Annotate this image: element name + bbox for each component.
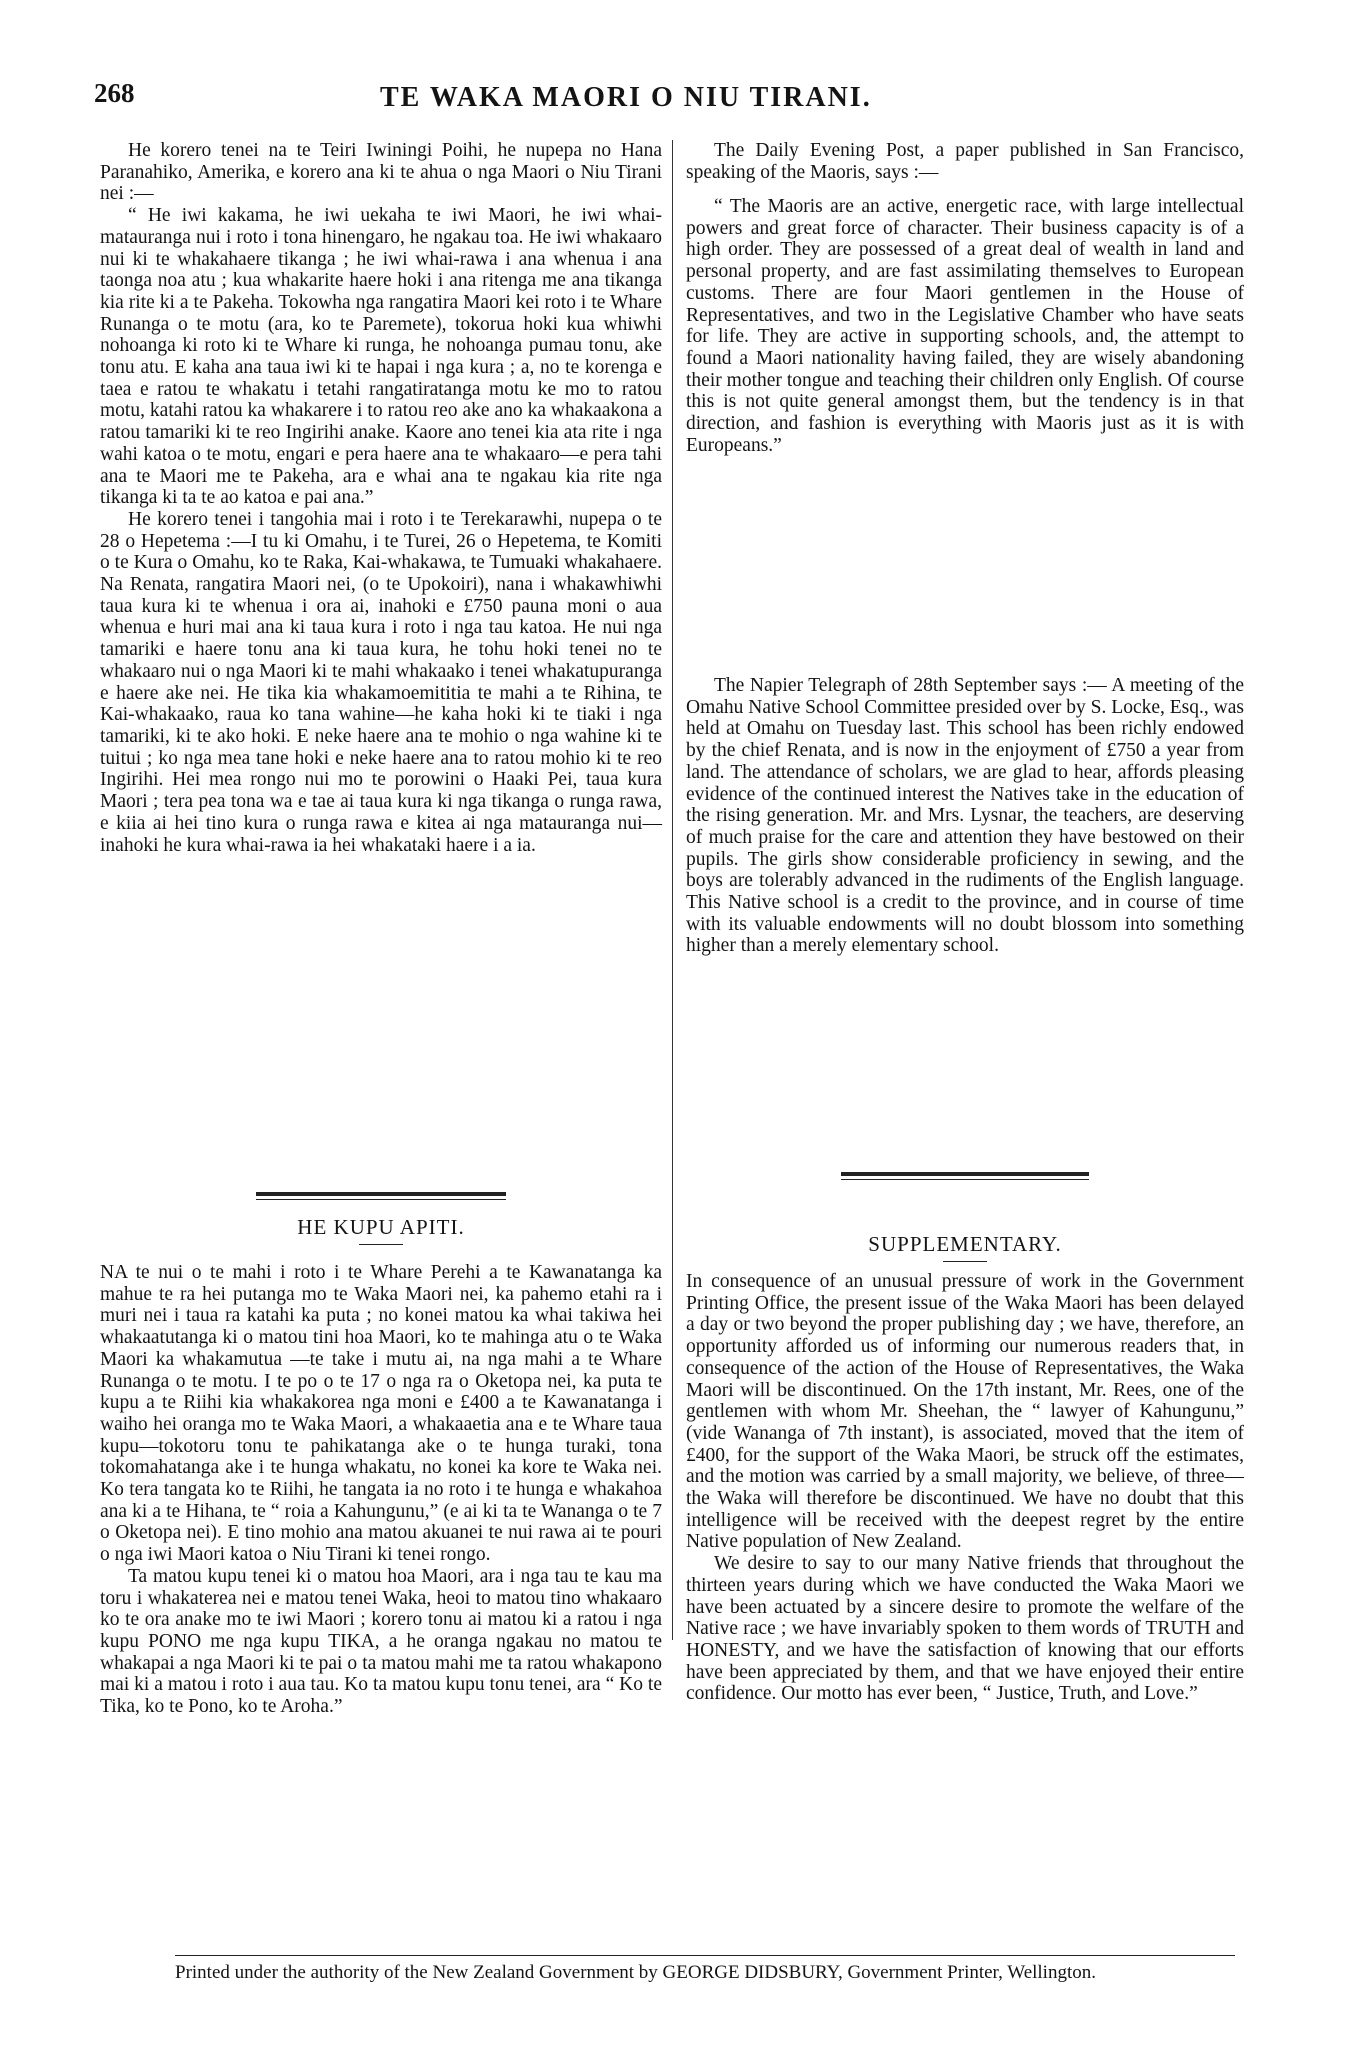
printer-imprint: Printed under the authority of the New Zealand Government by GEORGE DIDSBURY, Government Printer, Wellington.: [175, 1962, 1096, 1983]
left-paragraph-3: He korero tenei i tangohia mai i roto i te Terekarawhi, nupepa o te 28 o Hepetema :—I tu ki Omahu, i te Turei, 26 o Hepetema, te Komiti o te Kura o Omahu, ko te Raka, Kai-whakawa, te Tumuaki whakahaere. Na Renata, rangatira Maori nei, (o te Upokoiri), nana i whakawhiwhi taua kura ki te whenua i ora ai, inahoki e £750 pauna moni o aua whenua e huri mai ana ki taua kura i roto i nga tau katoa. He nui nga tamariki e haere tonu ana ki taua kura, he tohu hoki tenei no te whakaaro nui o nga Maori ki te mahi whakaako i tenei whakatupuranga e haere ake nei. He tika kia whakamoemititia te mahi a te Rihina, te Kai-whakaako, raua ko tana wahine—he kaha hoki ki te tiaki i nga tamariki, ki te ako hoki. E neke haere ana te mohio o nga wahine ki te tuitui ; ko nga mea tane hoki e neke haere ana to ratou mohio ki te reo Ingirihi. Hei mea rongo nui mo te porowini o Haaki Pei, taua kura Maori ; tera pea tona wa e tae ai taua kura ki nga tikanga o runga rawa, e kiia ai hei tino kura o runga rawa e kitea ai nga matauranga nui—inahoki he kura whai-rawa ia hei whakataki haere i a ia.: [100, 508, 662, 856]
heading-he-kupu-apiti: HE KUPU APITI.: [297, 1215, 465, 1239]
right-heading-rule-thin: [841, 1179, 1089, 1180]
running-title: TE WAKA MAORI O NIU TIRANI.: [380, 82, 872, 113]
heading-supplementary: SUPPLEMENTARY.: [868, 1232, 1062, 1256]
heading-short-rule: [359, 1244, 403, 1245]
right-paragraph-4: In consequence of an unusual pressure of work in the Government Printing Office, the present issue of the Waka Maori has been delayed a day or two beyond the proper publishing day ; we have, therefore, an opportunity afforded us of informing our numerous readers that, in consequence of the action of the House of Representatives, the Waka Maori will be discontinued. On the 17th instant, Mr. Rees, one of the gentlemen with whom Mr. Sheehan, the “ lawyer of Kahungunu,” (vide Wananga of 7th instant), is associated, moved that the item of £400, for the support of the Waka Maori, be struck off the estimates, and the motion was carried by a small majority, we believe, of three—the Waka will therefore be discontinued. We have no doubt that this intelligence will be received with the deepest regret by the entire Native population of New Zealand.: [686, 1271, 1244, 1553]
right-heading-rule: [841, 1172, 1089, 1176]
left-paragraph-4: NA te nui o te mahi i roto i te Whare Perehi a te Kawanatanga ka mahue te ra hei putanga mo te Waka Maori nei, ka pahemo etahi ra i muri nei i taua ra katahi ka puta ; no konei matou ka whai takiwa hei whakaatutanga ki o matou tini hoa Maori, ko te mahinga atu o te Waka Maori ka whakamutua —te take i mutu ai, na nga mahi a te Whare Runanga o te motu. I te po o te 17 o nga ra o Oketopa nei, ka puta te kupu a te Riihi kia whakakorea nga moni e £400 a te Kawanatanga i waiho hei oranga mo te Waka Maori, a whakaaetia ana e te Whare taua kupu—tokotoru tonu te pahikatanga ake o te hunga turaki, tona tokomahatanga ake i te hunga whakatu, no konei ka kore te Waka nei. Ko tera tangata ko te Riihi, he tangata ia no roto i te hunga e whakahoa ana ki a te Hihana, te “ roia a Kahungunu,” (e ai ki ta te Wananga o te 7 o Oketopa nei). E tino mohio ana matou akuanei te nui rawa ai te pouri o nga iwi Maori katoa o Niu Tirani ki tenei rongo.: [100, 1262, 662, 1566]
right-paragraph-2: “ The Maoris are an active, energetic race, with large intellectual powers and great force of character. Their business capacity is of a high order. They are possessed of a great deal of wealth in land and personal property, and are fast assimilating themselves to European customs. There are four Maori gentlemen in the House of Representatives, and two in the Legislative Chamber who have seats for life. They are active in supporting schools, and, the attempt to found a Maori nationality having failed, they are wisely abandoning their mother tongue and teaching their children only English. Of course this is not quite general amongst them, but the tendency is in that direction, and fashion is everything with Maoris just as it is with Europeans.”: [686, 196, 1244, 456]
column-rule: [672, 140, 673, 1640]
supplementary-short-rule: [943, 1261, 987, 1262]
left-paragraph-2: “ He iwi kakama, he iwi uekaha te iwi Maori, he iwi whai-matauranga nui i roto i tona hinengaro, he ngakau toa. He iwi whakaaro nui ki te whakahaere tikanga ; he iwi whai-rawa i ana whenua i ana taonga noa atu ; kua whakarite haere hoki i ana ritenga me ana tikanga kia rite ki a te Pakeha. Tokowha nga rangatira Maori kei roto i te Whare Runanga o te motu (ara, ko te Paremete), tokorua hoki kua whiwhi nohoanga ki roto ki te Whare ki runga, he nohoanga pumau tonu, ake tonu atu. E kaha ana taua iwi ki te hapai i nga kura ; a, no te korenga e taea e ratou te whakatu i tetahi rangatiratanga motu ke mo to ratou motu, katahi ratou ka whakarere i to ratou reo ake ano ka whakaakona a ratou tamariki ki te reo Ingirihi anake. Kaore ano tenei kia ata rite i nga wahi katoa o te motu, engari e pera haere ana te whakaaro—e pera tahi ana te Maori me te Pakeha, ara e whai ana te ngakau kia rite nga tikanga ki ta te ao katoa e pai ana.”: [100, 205, 662, 509]
page-number: 268: [94, 78, 135, 108]
right-paragraph-3: The Napier Telegraph of 28th September says :— A meeting of the Omahu Native School Committee presided over by S. Locke, Esq., was held at Omahu on Tuesday last. This school has been richly endowed by the chief Renata, and is now in the enjoyment of £750 a year from land. The attendance of scholars, we are glad to hear, affords pleasing evidence of the continued interest the Natives take in the education of the rising generation. Mr. and Mrs. Lysnar, the teachers, are deserving of much praise for the care and attention they have bestowed on their pupils. The girls show considerable proficiency in sewing, and the boys are tolerably advanced in the rudiments of the English language. This Native school is a credit to the province, and in course of time with its valuable endowments will no doubt blossom into something higher than a merely elementary school.: [686, 675, 1244, 957]
left-paragraph-1: He korero tenei na te Teiri Iwiningi Poihi, he nupepa no Hana Paranahiko, Amerika, e korero ana ki te ahua o nga Maori o Niu Tirani nei :—: [100, 140, 662, 205]
right-paragraph-1: The Daily Evening Post, a paper published in San Francisco, speaking of the Maoris, says :—: [686, 140, 1244, 183]
left-heading-rule: [256, 1192, 506, 1196]
footer-rule: [175, 1955, 1235, 1956]
left-heading-rule-thin: [256, 1199, 506, 1200]
right-paragraph-5: We desire to say to our many Native friends that throughout the thirteen years during which we have conducted the Waka Maori we have been actuated by a sincere desire to promote the welfare of the Native race ; we have invariably spoken to them words of TRUTH and HONESTY, and we have the satisfaction of knowing that our efforts have been appreciated by them, and that we have enjoyed their entire confidence. Our motto has ever been, “ Justice, Truth, and Love.”: [686, 1553, 1244, 1705]
left-paragraph-5: Ta matou kupu tenei ki o matou hoa Maori, ara i nga tau te kau ma toru i whakaterea nei e matou tenei Waka, heoi to matou tino whakaaro ko te ora anake mo te iwi Maori ; korero tonu ai matou ki a ratou i nga kupu PONO me nga kupu TIKA, a he oranga ngakau no matou te whakapai a nga Maori ki te pai o ta matou mahi me ta ratou whakapono mai ki a matou i roto i aua tau. Ko ta matou kupu tonu tenei, ara “ Ko te Tika, ko te Pono, ko te Aroha.”: [100, 1565, 662, 1718]
